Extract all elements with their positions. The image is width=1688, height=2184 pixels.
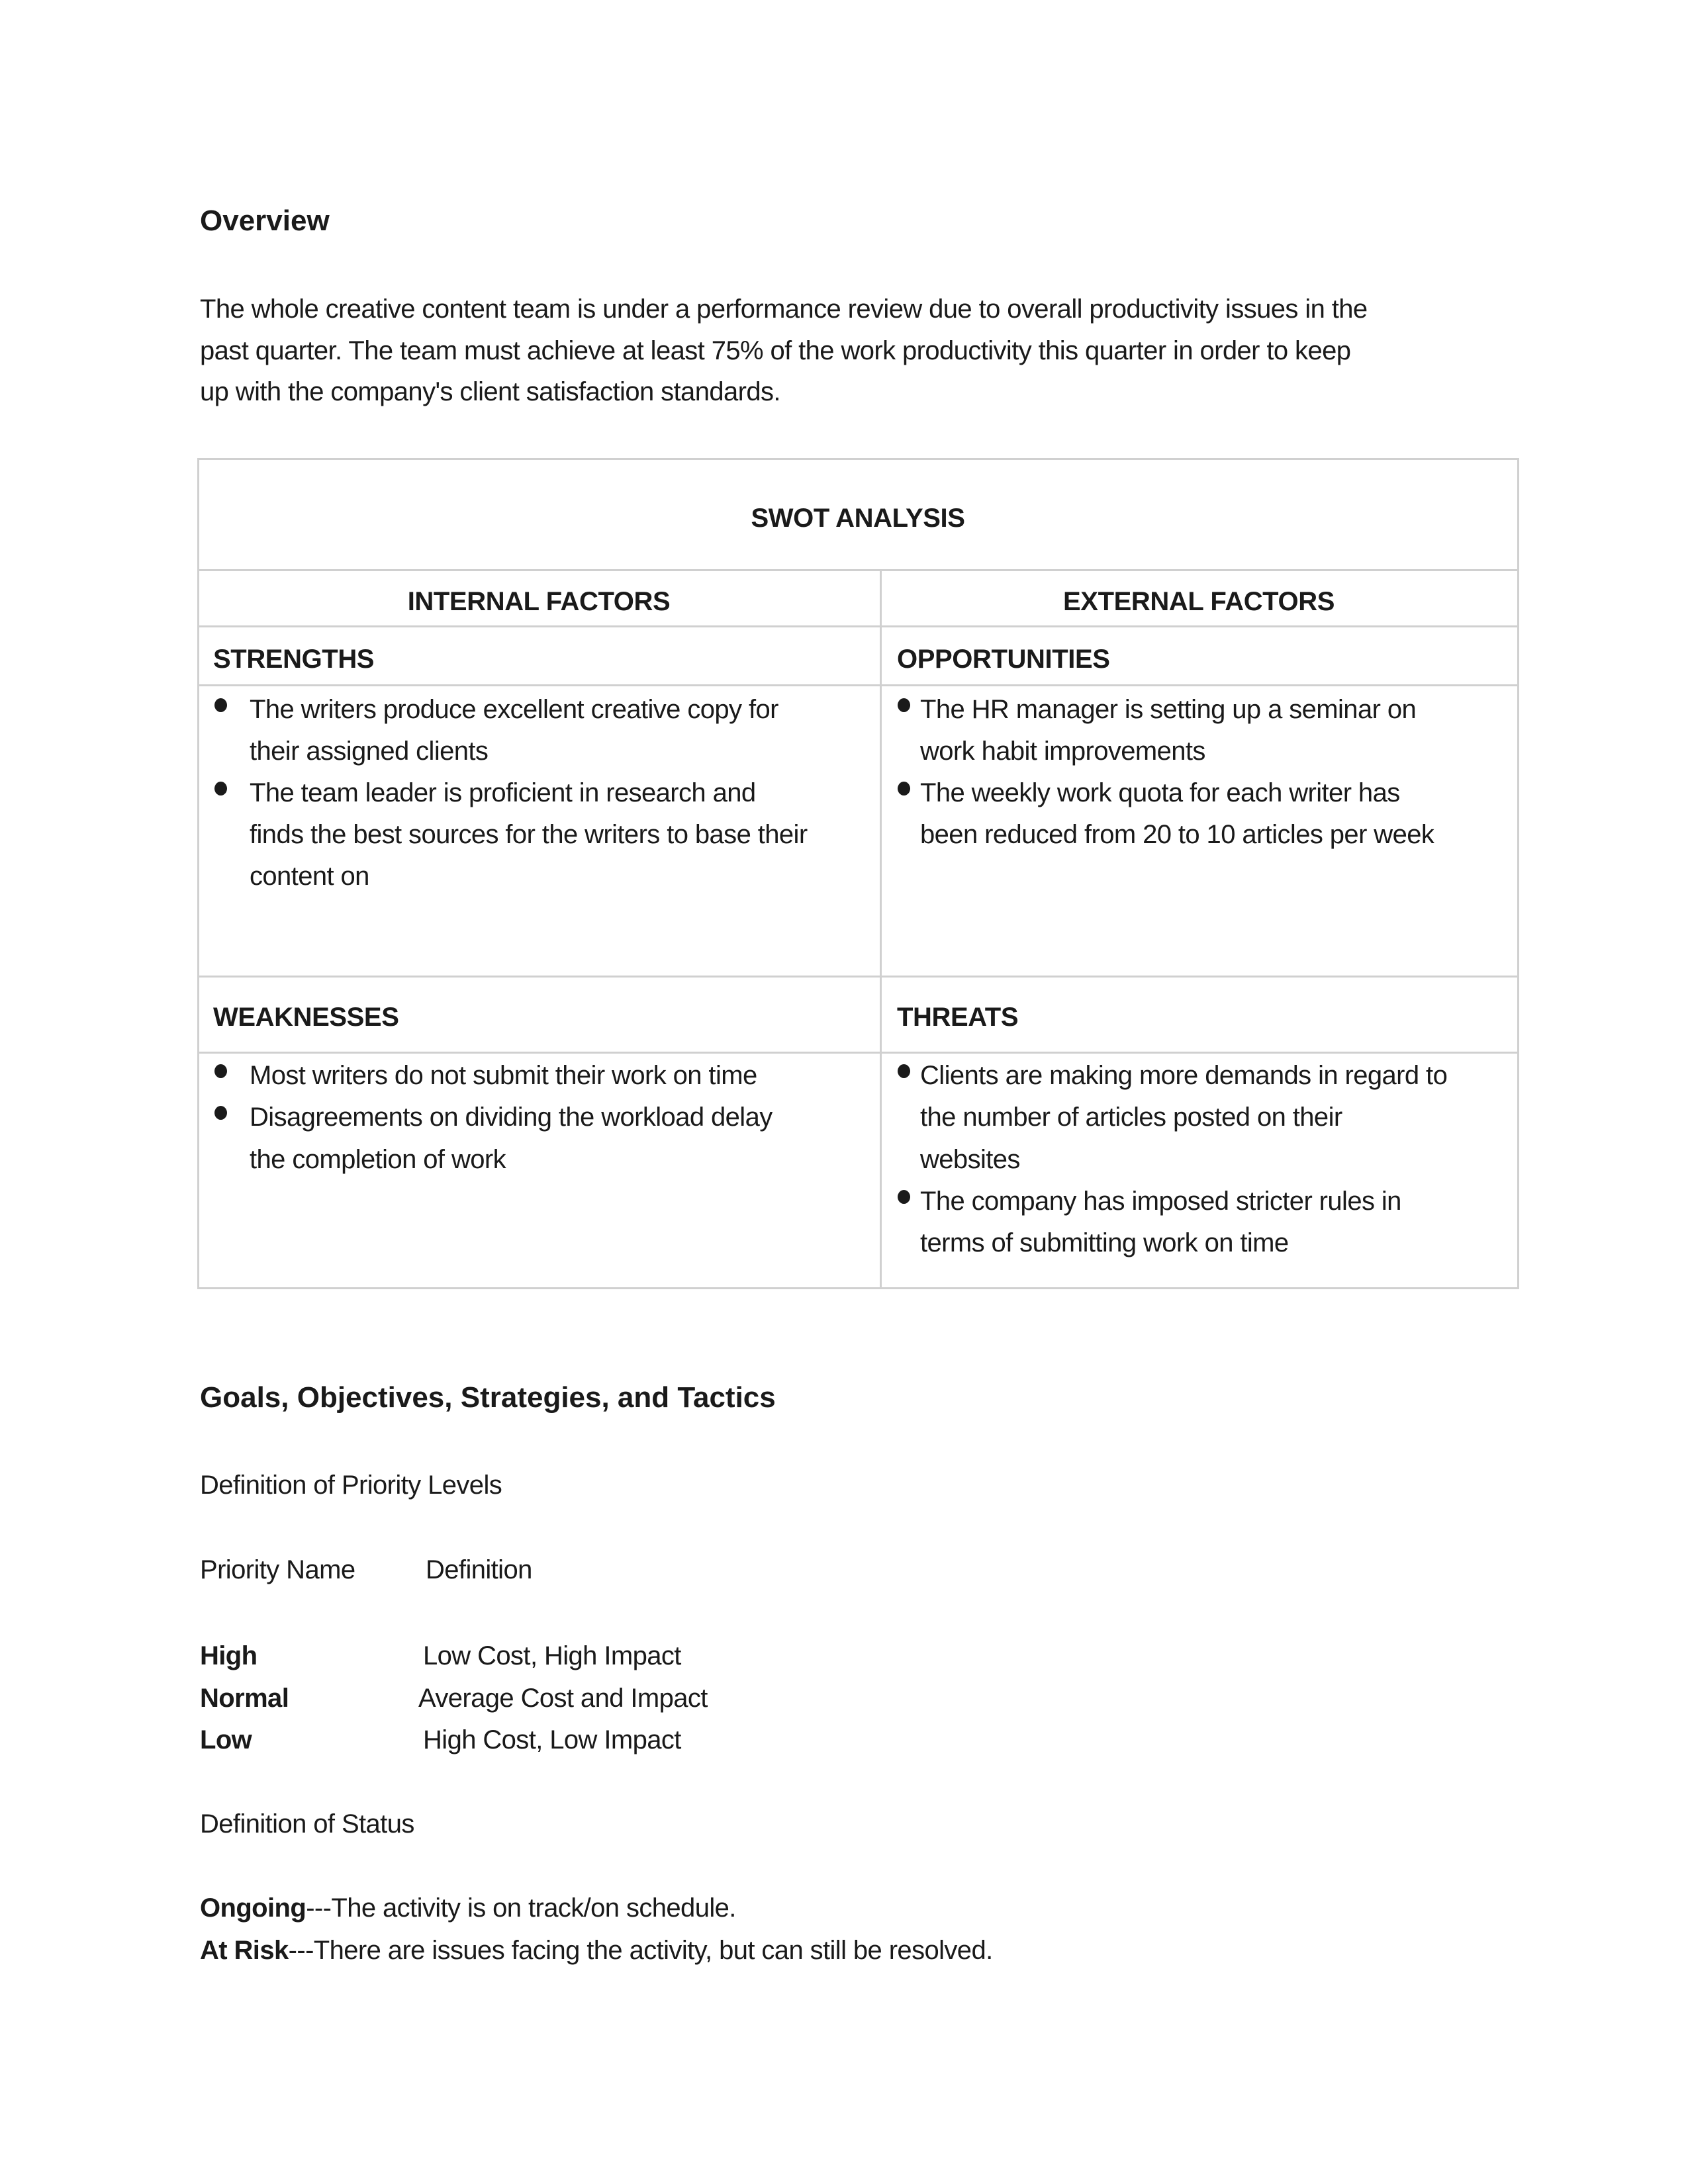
overview-heading: Overview <box>200 205 330 237</box>
priority-section-title: Definition of Priority Levels <box>200 1471 502 1500</box>
list-item-continued: content on <box>250 862 369 891</box>
bullet-icon <box>898 1190 910 1204</box>
list-item-continued: work habit improvements <box>920 737 1205 766</box>
table-border-bottom <box>197 1287 1519 1289</box>
list-item-continued: the number of articles posted on their <box>920 1103 1342 1132</box>
status-name: Ongoing <box>200 1893 306 1923</box>
table-border-right <box>1517 458 1519 1289</box>
list-item: The HR manager is setting up a seminar on <box>920 695 1417 724</box>
status-item <box>200 1937 993 1964</box>
status-item <box>200 1895 736 1921</box>
list-item-continued: the completion of work <box>250 1145 506 1174</box>
list-item: The company has imposed stricter rules in <box>920 1187 1401 1216</box>
list-item-continued: their assigned clients <box>250 737 489 766</box>
status-definition: ---The activity is on track/on schedule. <box>306 1893 736 1923</box>
list-item-continued: finds the best sources for the writers to base their <box>250 820 808 849</box>
bullet-icon <box>214 1064 227 1078</box>
paragraph-line: past quarter. The team must achieve at least 75% of the work productivity this quarter in order to keep <box>200 336 1351 365</box>
table-border-top <box>197 458 1519 460</box>
priority-definition: High Cost, Low Impact <box>423 1725 681 1754</box>
list-item: The team leader is proficient in research and <box>250 778 756 807</box>
row-divider <box>197 569 1519 571</box>
status-definition: ---There are issues facing the activity, but can still be resolved. <box>288 1936 993 1965</box>
priority-name: High <box>200 1641 258 1670</box>
list-item-continued: terms of submitting work on time <box>920 1228 1289 1257</box>
bullet-icon <box>214 782 227 796</box>
bullet-icon <box>898 782 910 796</box>
bullet-icon <box>214 698 227 712</box>
table-border-left <box>197 458 199 1289</box>
bullet-icon <box>898 1064 910 1078</box>
list-item: Most writers do not submit their work on time <box>250 1061 757 1090</box>
priority-name: Low <box>200 1725 252 1754</box>
status-section-title: Definition of Status <box>200 1809 414 1839</box>
row-divider <box>197 684 1519 686</box>
weaknesses-label: WEAKNESSES <box>213 1003 399 1032</box>
bullet-icon <box>214 1106 227 1120</box>
priority-name: Normal <box>200 1684 289 1713</box>
bullet-icon <box>898 698 910 712</box>
list-item: The writers produce excellent creative copy for <box>250 695 778 724</box>
paragraph-line: up with the company's client satisfaction standards. <box>200 377 780 406</box>
list-item-continued: websites <box>920 1145 1020 1174</box>
internal-factors-label: INTERNAL FACTORS <box>407 587 671 616</box>
list-item: The weekly work quota for each writer has <box>920 778 1400 807</box>
external-factors-label: EXTERNAL FACTORS <box>1063 587 1335 616</box>
swot-title: SWOT ANALYSIS <box>751 504 965 533</box>
column-divider <box>880 569 882 1289</box>
list-item-continued: been reduced from 20 to 10 articles per week <box>920 820 1434 849</box>
row-divider <box>197 625 1519 627</box>
priority-definition: Low Cost, High Impact <box>423 1641 681 1670</box>
row-divider <box>197 1052 1519 1054</box>
paragraph-line: The whole creative content team is under a performance review due to overall productivity issues in the <box>200 295 1368 324</box>
opportunities-label: OPPORTUNITIES <box>897 645 1110 674</box>
goals-heading: Goals, Objectives, Strategies, and Tactics <box>200 1381 776 1414</box>
list-item: Clients are making more demands in regard to <box>920 1061 1448 1090</box>
priority-definition: Average Cost and Impact <box>418 1684 708 1713</box>
priority-name-column-header: Priority Name <box>200 1555 355 1584</box>
list-item: Disagreements on dividing the workload delay <box>250 1103 773 1132</box>
row-divider <box>197 976 1519 978</box>
strengths-label: STRENGTHS <box>213 645 375 674</box>
status-name: At Risk <box>200 1936 289 1965</box>
threats-label: THREATS <box>897 1003 1019 1032</box>
definition-column-header: Definition <box>426 1555 532 1584</box>
